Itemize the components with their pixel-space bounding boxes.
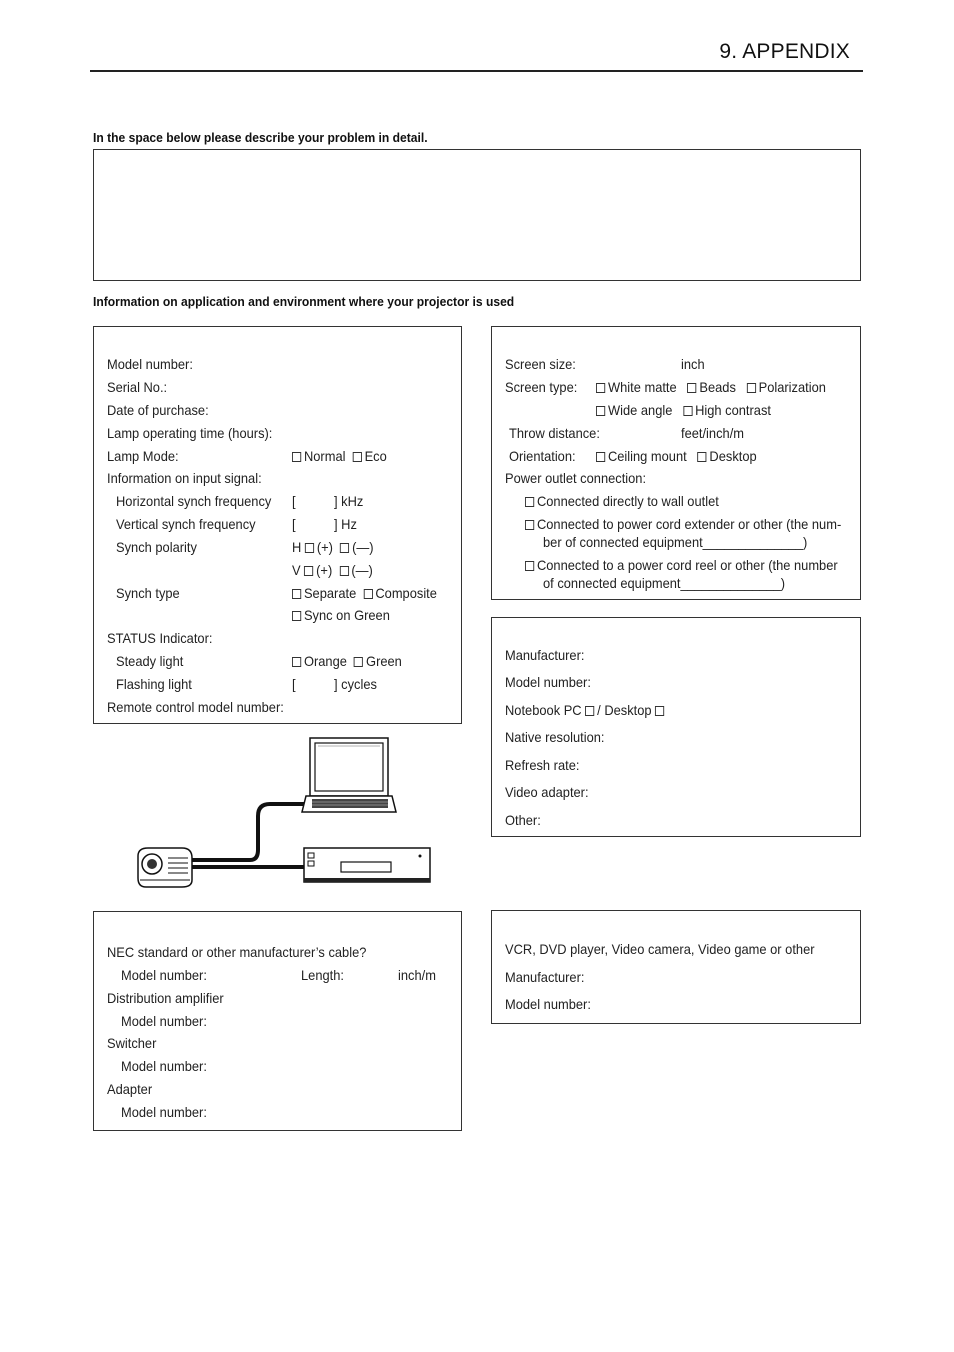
- cord-reel-label-cont: of connected equipment______________): [543, 575, 786, 591]
- throw-distance-label: Throw distance:: [509, 425, 600, 441]
- polarity-h-plus-checkbox[interactable]: [305, 543, 314, 553]
- sync-on-green-checkbox[interactable]: [292, 611, 301, 621]
- video-model-number-label: Model number:: [505, 996, 591, 1012]
- cable-length-label: Length:: [301, 967, 344, 983]
- power-option-3: [525, 557, 838, 574]
- sync-on-green-label: Sync on Green: [303, 607, 390, 623]
- wide-angle-label: Wide angle: [607, 402, 673, 418]
- polarity-v-label: V: [292, 562, 301, 578]
- computer-model-number-label: Model number:: [505, 674, 591, 690]
- nec-cable-label: NEC standard or other manufacturer’s cable?: [107, 944, 367, 960]
- page-title: 9. APPENDIX: [719, 40, 850, 63]
- orientation-row: [596, 448, 757, 465]
- cable-model-number-label: Model number:: [121, 967, 207, 983]
- screen-type-row2: [596, 402, 771, 419]
- lamp-time-label: Lamp operating time (hours):: [107, 425, 273, 441]
- green-label: Green: [366, 653, 402, 669]
- desktop-pc-checkbox[interactable]: [655, 706, 664, 716]
- steady-light-label: Steady light: [116, 653, 184, 669]
- flashing-light-label: Flashing light: [116, 676, 192, 692]
- orange-label: Orange: [303, 653, 347, 669]
- polarity-h-minus-label: (—): [352, 539, 374, 555]
- cable-length-unit: inch/m: [398, 967, 436, 983]
- polarity-h-plus-label: (+): [316, 539, 333, 555]
- desktop-orientation-checkbox[interactable]: [697, 452, 706, 462]
- problem-description-box[interactable]: [93, 149, 861, 281]
- cable-icon: [190, 804, 308, 860]
- connection-illustration: [130, 730, 440, 895]
- ceiling-mount-label: Ceiling mount: [607, 448, 687, 464]
- wall-outlet-label: Connected directly to wall outlet: [536, 493, 719, 509]
- flashing-unit: ] cycles: [334, 676, 377, 692]
- notebook-label: Notebook PC: [505, 702, 582, 718]
- ceiling-mount-checkbox[interactable]: [596, 452, 605, 462]
- polarity-h-label: H: [292, 539, 302, 555]
- screen-type-label: Screen type:: [505, 379, 578, 395]
- white-matte-label: White matte: [607, 379, 677, 395]
- video-manufacturer-label: Manufacturer:: [505, 969, 585, 985]
- h-sync-label: Horizontal synch frequency: [116, 493, 272, 509]
- projector-icon: [138, 848, 192, 887]
- h-sync-bracket: [: [292, 493, 296, 509]
- sync-type-label: Synch type: [116, 585, 180, 601]
- throw-distance-unit: feet/inch/m: [681, 425, 745, 441]
- cord-extender-label-cont: ber of connected equipment______________): [543, 534, 808, 550]
- video-devices-label: VCR, DVD player, Video camera, Video game or other: [505, 941, 815, 957]
- polarization-checkbox[interactable]: [747, 383, 756, 393]
- high-contrast-label: High contrast: [695, 402, 771, 418]
- header-divider: [90, 70, 863, 72]
- input-signal-label: Information on input signal:: [107, 470, 262, 486]
- polarization-label: Polarization: [758, 379, 826, 395]
- wide-angle-checkbox[interactable]: [596, 406, 605, 416]
- composite-label: Composite: [375, 585, 437, 601]
- vcr-icon: [304, 848, 430, 882]
- wall-outlet-checkbox[interactable]: [525, 497, 534, 507]
- serial-no-label: Serial No.:: [107, 379, 168, 395]
- polarity-v-minus-checkbox[interactable]: [339, 566, 348, 576]
- sync-on-green-row: [292, 607, 390, 624]
- lamp-normal-label: Normal: [303, 448, 346, 464]
- screen-size-unit: inch: [681, 356, 705, 372]
- projector-model-number-label: Model number:: [107, 356, 193, 372]
- desktop-orientation-label: Desktop: [709, 448, 757, 464]
- screen-type-row1: [596, 379, 826, 396]
- lamp-mode-label: Lamp Mode:: [107, 448, 179, 464]
- lamp-eco-label: Eco: [364, 448, 387, 464]
- green-checkbox[interactable]: [354, 657, 363, 667]
- screen-size-label: Screen size:: [505, 356, 576, 372]
- polarity-h-minus-checkbox[interactable]: [340, 543, 349, 553]
- notebook-checkbox[interactable]: [585, 706, 594, 716]
- polarity-v-plus-label: (+): [316, 562, 333, 578]
- desktop-pc-label: / Desktop: [597, 702, 652, 718]
- polarity-v-plus-checkbox[interactable]: [304, 566, 313, 576]
- native-resolution-label: Native resolution:: [505, 729, 605, 745]
- beads-checkbox[interactable]: [687, 383, 696, 393]
- other-label: Other:: [505, 812, 541, 828]
- polarity-v-minus-label: (—): [351, 562, 373, 578]
- cord-extender-label: Connected to power cord extender or other (the num-: [536, 516, 842, 532]
- polarity-v-row: [292, 562, 373, 579]
- cord-reel-label: Connected to a power cord reel or other (the number: [536, 557, 838, 573]
- remote-model-label: Remote control model number:: [107, 699, 284, 715]
- date-of-purchase-label: Date of purchase:: [107, 402, 209, 418]
- polarity-h-row: [292, 539, 374, 556]
- separate-checkbox[interactable]: [292, 589, 301, 599]
- orientation-label: Orientation:: [509, 448, 576, 464]
- h-sync-unit: ] kHz: [334, 493, 364, 509]
- lamp-normal-checkbox[interactable]: [292, 452, 301, 462]
- computer-manufacturer-label: Manufacturer:: [505, 647, 585, 663]
- video-adapter-label: Video adapter:: [505, 784, 589, 800]
- cord-extender-checkbox[interactable]: [525, 520, 534, 530]
- v-sync-label: Vertical synch frequency: [116, 516, 256, 532]
- v-sync-unit: ] Hz: [334, 516, 357, 532]
- separate-label: Separate: [303, 585, 357, 601]
- orange-checkbox[interactable]: [292, 657, 301, 667]
- power-option-1: [525, 493, 719, 510]
- power-outlet-label: Power outlet connection:: [505, 470, 647, 486]
- lamp-mode-options: [292, 448, 387, 465]
- sync-polarity-label: Synch polarity: [116, 539, 197, 555]
- steady-light-row: [292, 653, 402, 670]
- computer-type-row: [505, 702, 667, 719]
- laptop-icon: [302, 738, 396, 812]
- environment-label: Information on application and environment where your projector is used: [93, 294, 515, 309]
- cord-reel-checkbox[interactable]: [525, 561, 534, 571]
- composite-checkbox[interactable]: [363, 589, 372, 599]
- switcher-model-number-label: Model number:: [121, 1058, 207, 1074]
- power-option-2: [525, 516, 841, 533]
- flashing-bracket: [: [292, 676, 296, 692]
- high-contrast-checkbox[interactable]: [683, 406, 692, 416]
- status-indicator-label: STATUS Indicator:: [107, 630, 213, 646]
- adapter-label: Adapter: [107, 1081, 153, 1097]
- switcher-label: Switcher: [107, 1035, 157, 1051]
- beads-label: Beads: [699, 379, 736, 395]
- distribution-model-number-label: Model number:: [121, 1013, 207, 1029]
- adapter-model-number-label: Model number:: [121, 1104, 207, 1120]
- lamp-eco-checkbox[interactable]: [353, 452, 362, 462]
- distribution-amplifier-label: Distribution amplifier: [107, 990, 224, 1006]
- refresh-rate-label: Refresh rate:: [505, 757, 580, 773]
- white-matte-checkbox[interactable]: [596, 383, 605, 393]
- v-sync-bracket: [: [292, 516, 296, 532]
- problem-label: In the space below please describe your problem in detail.: [93, 130, 428, 145]
- sync-type-row: [292, 585, 437, 602]
